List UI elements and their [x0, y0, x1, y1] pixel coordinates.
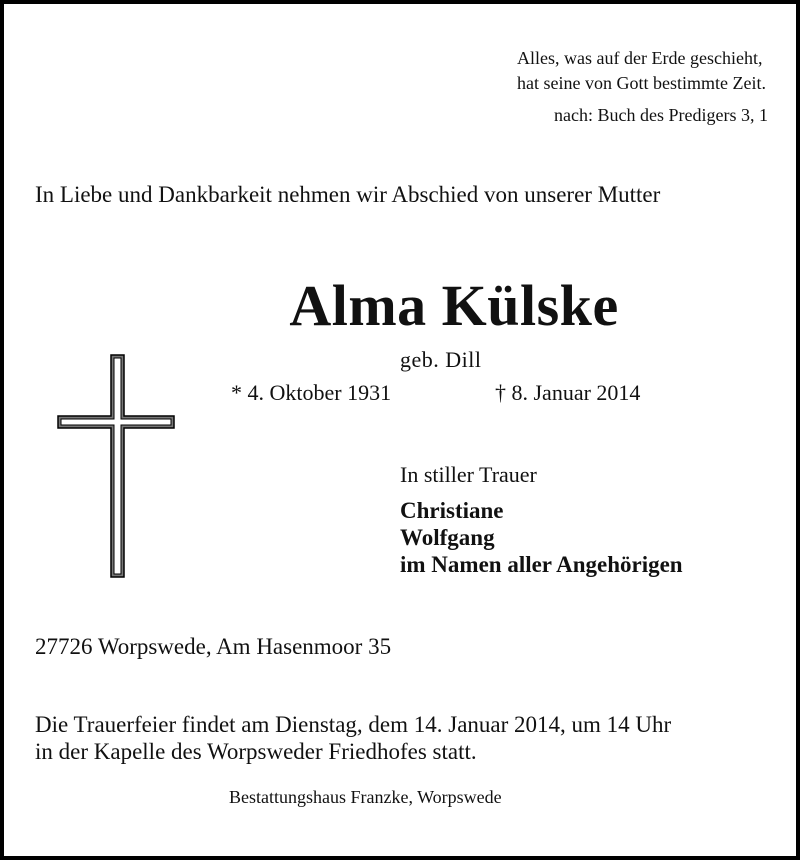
deceased-name: Alma Külske: [289, 273, 619, 338]
death-date: † 8. Januar 2014: [495, 380, 641, 405]
ceremony-info: [35, 711, 671, 765]
quote-source: nach: Buch des Predigers 3, 1: [554, 105, 768, 125]
address: 27726 Worpswede, Am Hasenmoor 35: [35, 634, 392, 659]
mourning-heading: In stiller Trauer: [400, 462, 537, 487]
funeral-home: Bestattungshaus Franzke, Worpswede: [229, 787, 502, 807]
mourner-name: Christiane: [400, 498, 504, 523]
bible-quote: [517, 46, 766, 96]
ceremony-line: in der Kapelle des Worpsweder Friedhofes statt.: [35, 739, 477, 764]
mourner-name: Wolfgang: [400, 525, 495, 550]
mourner-names: [400, 497, 683, 578]
quote-line: Alles, was auf der Erde geschieht,: [517, 48, 763, 68]
quote-line: hat seine von Gott bestimmte Zeit.: [517, 73, 766, 93]
intro-text: In Liebe und Dankbarkeit nehmen wir Abschied von unserer Mutter: [35, 182, 661, 207]
ceremony-line: Die Trauerfeier findet am Dienstag, dem 14. Januar 2014, um 14 Uhr: [35, 712, 672, 737]
cross-icon: [57, 354, 175, 578]
mourner-name: im Namen aller Angehörigen: [400, 552, 683, 577]
maiden-name: geb. Dill: [400, 347, 482, 372]
birth-date: * 4. Oktober 1931: [231, 380, 392, 405]
